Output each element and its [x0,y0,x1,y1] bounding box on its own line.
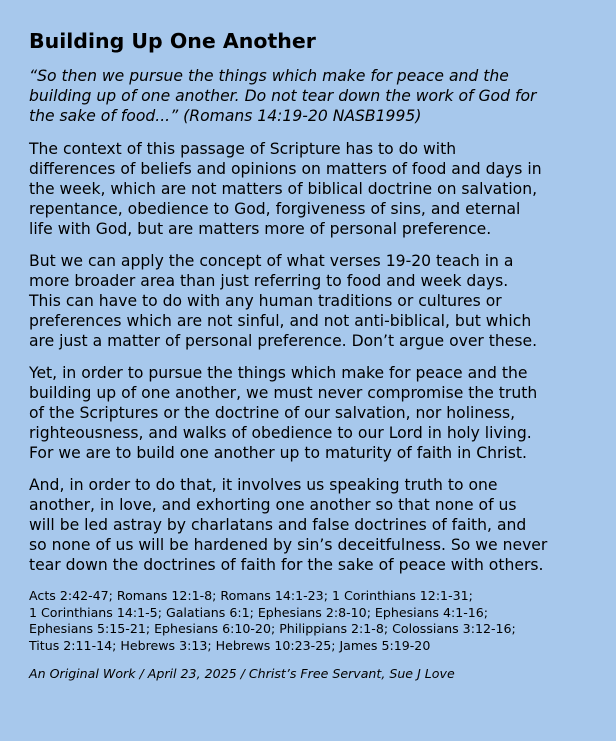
body-paragraph: The context of this passage of Scripture has to do with differences of beliefs and opinions on matters of food and days in the week, which are not matters of biblical doctrine on salvation, repentance, obedience to God, forgiveness of sins, and eternal life with God, but are matters more of personal preference. [29,140,542,238]
body-paragraph: Yet, in order to pursue the things which make for peace and the building up of one another, we must never compromise the truth of the Scriptures or the doctrine of our salvation, nor holiness, righteousness, and walks of obedience to our Lord in holy living. For we are to build one another up to maturity of faith in Christ. [29,364,538,462]
body-paragraph: But we can apply the concept of what verses 19-20 teach in a more broader area than just referring to food and week days. This can have to do with any human traditions or cultures or preferences which are not sinful, and not anti-biblical, but which are just a matter of personal preference. Don’t argue over these. [29,252,538,350]
scripture-quote: “So then we pursue the things which make for peace and the building up of one another. Do not tear down the work of God for the sake of food...” (Romans 14:19-20 NASB1995) [29,67,537,125]
author-footer: An Original Work / April 23, 2025 / Christ’s Free Servant, Sue J Love [29,666,455,682]
page-title: Building Up One Another [29,29,316,53]
body-paragraph: And, in order to do that, it involves us speaking truth to one another, in love, and exhorting one another so that none of us will be led astray by charlatans and false doctrines of faith, and so none of us will be hardened by sin’s deceitfulness. So we never tear down the doctrines of faith for the sake of peace with others. [29,476,548,574]
scripture-references: Acts 2:42-47; Romans 12:1-8; Romans 14:1-23; 1 Corinthians 12:1-31; 1 Corinthians 14:1-5; Galatians 6:1; Ephesians 2:8-10; Ephesians 4:1-16; Ephesians 5:15-21; Ephesians 6:10-20; Philippians 2:1-8; Colossians 3:12-16; Titus 2:11-14; Hebrews 3:13; Hebrews 10:23-25; James 5:19-20 [29,588,516,653]
